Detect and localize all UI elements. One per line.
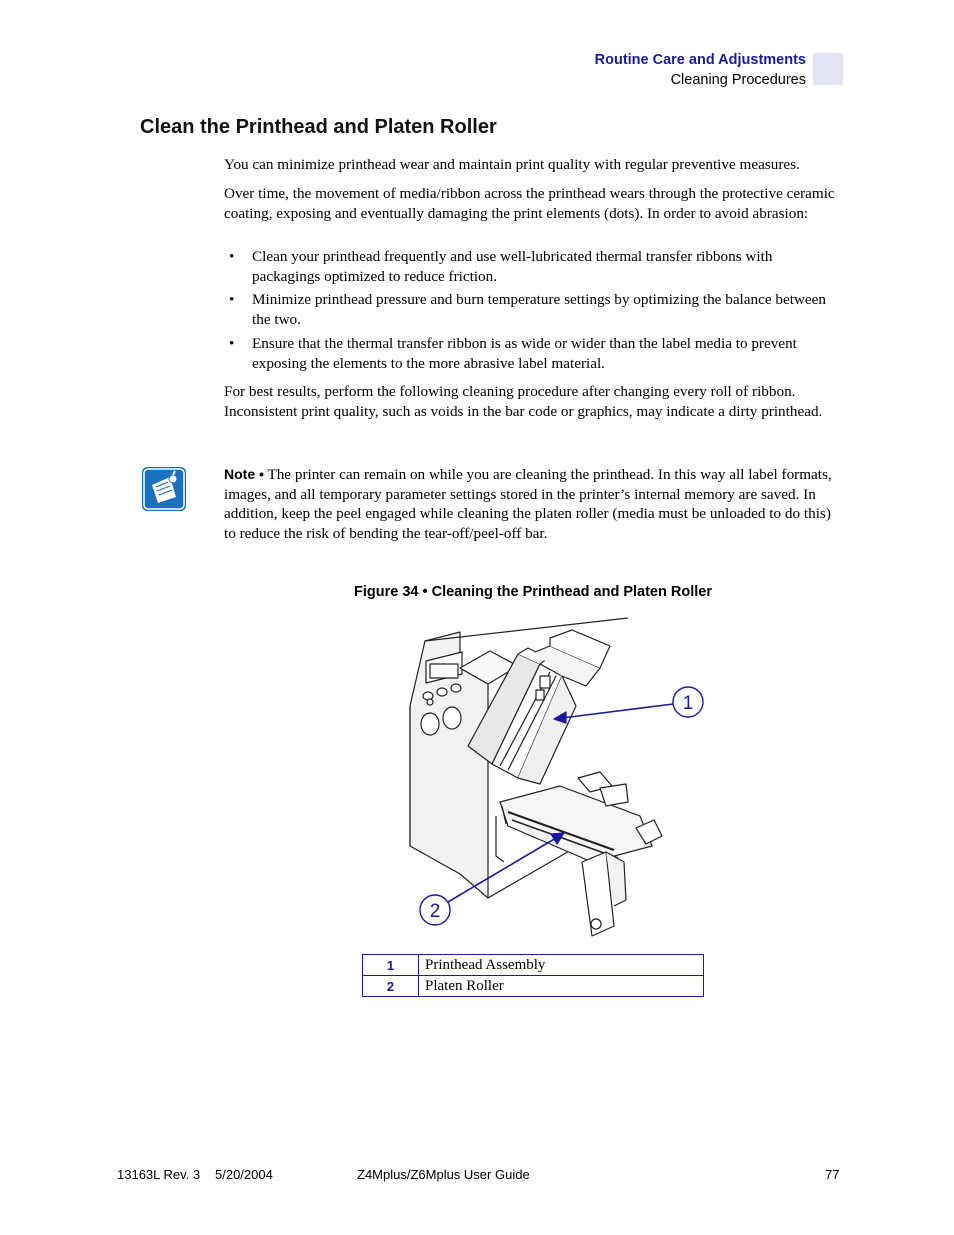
footer-guide-title: Z4Mplus/Z6Mplus User Guide bbox=[357, 1167, 530, 1182]
table-row bbox=[363, 976, 704, 997]
paragraph-abrasion: Over time, the movement of media/ribbon across the printhead wears through the protective ceramic coating, exposing and eventually damaging the print elements (dots). In order to avoid abrasion: bbox=[224, 185, 835, 222]
legend-number: 2 bbox=[363, 976, 419, 997]
bullet-text: Minimize printhead pressure and burn temperature settings by optimizing the balance between the two. bbox=[252, 291, 826, 328]
figure-legend-table bbox=[362, 954, 704, 997]
bullet-dot: • bbox=[229, 248, 235, 265]
printer-illustration bbox=[400, 606, 720, 946]
bullet-text: Ensure that the thermal transfer ribbon is as wide or wider than the label media to prevent exposing the elements to the more abrasive label material. bbox=[252, 335, 797, 372]
callout-1-label: 1 bbox=[682, 693, 694, 714]
header-tab-marker bbox=[813, 53, 843, 85]
bullet-dot: • bbox=[229, 335, 235, 352]
footer-date: 5/20/2004 bbox=[215, 1167, 273, 1182]
table-row bbox=[363, 955, 704, 976]
paragraph-intro: You can minimize printhead wear and maintain print quality with regular preventive measures. bbox=[224, 156, 800, 173]
bullet-dot: • bbox=[229, 291, 235, 308]
figure-caption: Figure 34 • Cleaning the Printhead and Platen Roller bbox=[354, 584, 712, 600]
callout-2-label: 2 bbox=[429, 901, 441, 922]
header-subsection-title: Cleaning Procedures bbox=[670, 72, 806, 88]
note-block bbox=[224, 465, 844, 543]
header-section-title: Routine Care and Adjustments bbox=[594, 52, 806, 68]
paragraph-best-results: For best results, perform the following cleaning procedure after changing every roll of ribbon. Inconsistent print quality, such as voids in the bar code or graphics, may indicate a dirty printhead. bbox=[224, 383, 823, 420]
page-title: Clean the Printhead and Platen Roller bbox=[140, 116, 497, 138]
note-label: Note • bbox=[224, 466, 264, 482]
legend-number: 1 bbox=[363, 955, 419, 976]
legend-label: Platen Roller bbox=[419, 976, 704, 997]
note-icon bbox=[142, 467, 186, 511]
legend-label: Printhead Assembly bbox=[419, 955, 704, 976]
footer-page-number: 77 bbox=[825, 1167, 840, 1182]
footer-doc-id: 13163L Rev. 3 bbox=[117, 1167, 201, 1182]
bullet-text: Clean your printhead frequently and use well-lubricated thermal transfer ribbons with packagings optimized to reduce friction. bbox=[252, 248, 773, 285]
note-text: The printer can remain on while you are cleaning the printhead. In this way all label formats, images, and all temporary parameter settings stored in the printer’s internal memory are saved. In addition, keep the peel engaged while cleaning the platen roller (media must be unloaded to do this) to reduce the risk of bending the tear-off/peel-off bar. bbox=[224, 466, 832, 542]
